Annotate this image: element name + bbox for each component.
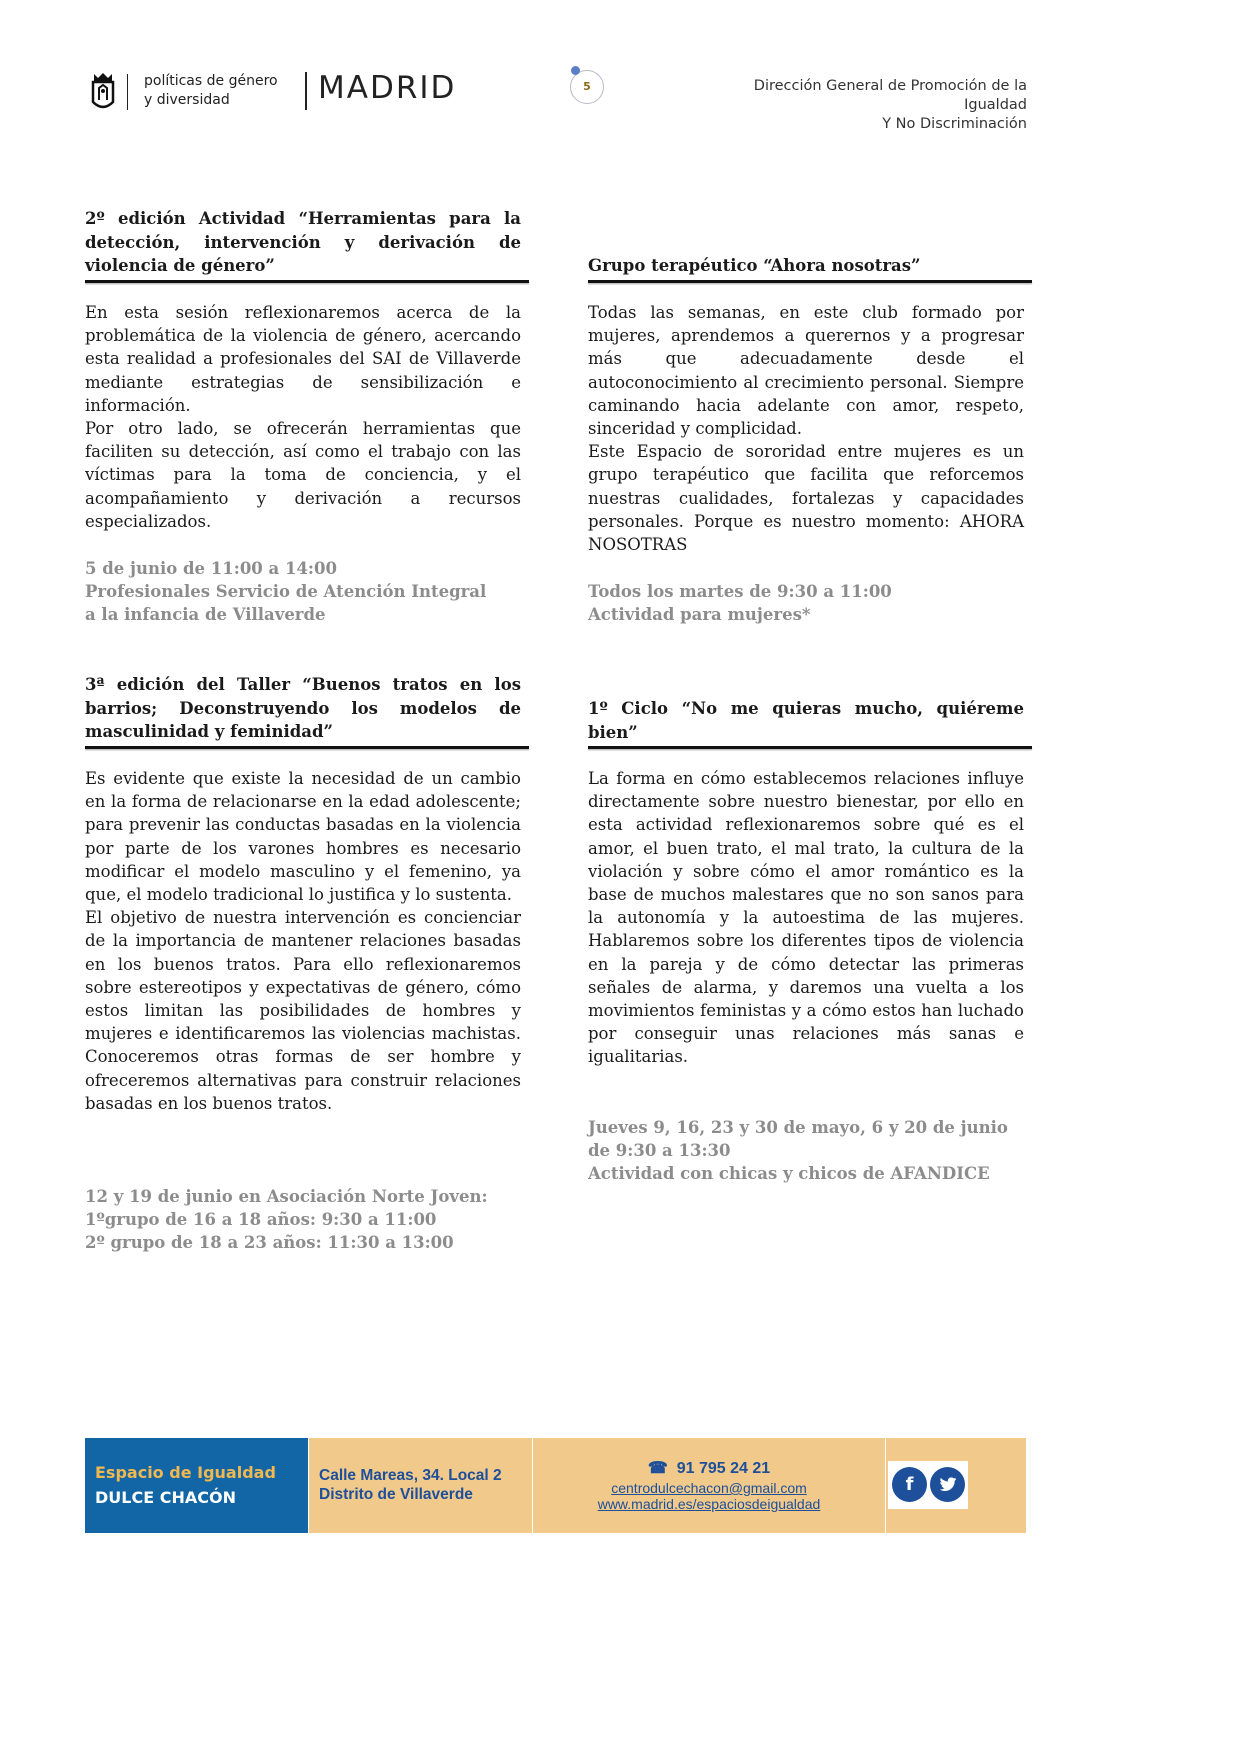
madrid-crest-icon [90, 72, 116, 112]
phone-icon: ☎ [647, 1460, 668, 1477]
schedule-line: Profesionales Servicio de Atención Integral [85, 582, 487, 602]
body-paragraph: El objetivo de nuestra intervención es concienciar de la importancia de mantener relaciones basadas en los buenos tratos. Para ello reflexionaremos sobre estereotipos y expectativas de género, cómo estos limitan las posibilidades de hombres y mujeres e identificaremos las violencias machistas. Conoceremos otras formas de ser hombre y ofreceremos alternativas para construir relaciones basadas en los buenos tratos. [85, 908, 521, 1113]
body-paragraph: Todas las semanas, en este club formado por mujeres, aprendemos a querernos y a progresar más que adecuadamente desde el autoconocimiento al crecimiento personal. Siempre caminando hacia adelante con amor, respeto, sinceridad y complicidad. [588, 303, 1024, 439]
center-name-line-2: DULCE CHACÓN [95, 1488, 236, 1507]
schedule-line: 2º grupo de 18 a 23 años: 11:30 a 13:00 [85, 1233, 454, 1253]
directorate-line-3: Y No Discriminación [882, 116, 1027, 132]
social-block [886, 1438, 1026, 1533]
section-title: 2º edición Actividad “Herramientas para la detección, intervención y derivación de violencia de género” [85, 209, 521, 275]
schedule-line: Jueves 9, 16, 23 y 30 de mayo, 6 y 20 de junio [588, 1118, 1008, 1137]
page-header [0, 0, 1104, 140]
address-block [309, 1438, 532, 1533]
schedule-line: 5 de junio de 11:00 a 14:00 [85, 559, 337, 578]
city-wordmark: MADRID [318, 70, 457, 106]
website-link[interactable]: www.madrid.es/espaciosdeigualdad [597, 1496, 821, 1512]
directorate-name [667, 77, 1027, 134]
section-title: Grupo terapéutico “Ahora nosotras” [588, 256, 921, 275]
section-schedule [85, 1185, 525, 1255]
section-body [588, 767, 1024, 1069]
body-paragraph: La forma en cómo establecemos relaciones influye directamente sobre nuestro bienestar, por ello en esta actividad reflexionaremos sobre qué es el amor, el buen trato, el mal trato, la cultura de la violación y sobre cómo el amor romántico es la base de muchos malestares que no son sanos para la autonomía y la autoestima de las mujeres. Hablaremos sobre los diferentes tipos de violencia en la pareja y de cómo detectar las primeras señales de alarma, y daremos una vuelta a los movimientos feministas y a cómo estos han luchado por conseguir unas relaciones más sanas e igualitarias. [588, 769, 1024, 1067]
department-logo-text [144, 72, 278, 110]
schedule-line: 1ºgrupo de 16 a 18 años: 9:30 a 11:00 [85, 1210, 437, 1230]
logo-divider [305, 72, 307, 110]
logo-divider [127, 74, 128, 110]
section-rule [588, 746, 1032, 749]
schedule-line: Actividad para mujeres* [588, 605, 811, 625]
schedule-line: 12 y 19 de junio en Asociación Norte Joven: [85, 1187, 488, 1206]
body-paragraph: Este Espacio de sororidad entre mujeres es un grupo terapéutico que facilita que reforcemos nuestras cualidades, fortalezas y capacidades personales. Porque es nuestro momento: AHORA NOSOTRAS [588, 442, 1024, 555]
body-paragraph: En esta sesión reflexionaremos acerca de la problemática de la violencia de género, acercando esta realidad a profesionales del SAI de Villaverde mediante estrategias de sensibilización e información. [85, 303, 521, 415]
schedule-line: Actividad con chicas y chicos de AFANDICE [588, 1164, 990, 1184]
section-schedule [85, 557, 525, 627]
schedule-line: de 9:30 a 13:30 [588, 1141, 731, 1161]
body-paragraph: Es evidente que existe la necesidad de un cambio en la forma de relacionarse en la edad adolescente; para prevenir las conductas basadas en la violencia por parte de los varones hombres es necesario modificar el modelo masculino y el femenino, ya que, el modelo tradicional lo justifica y lo sustenta. [85, 769, 521, 905]
directorate-line-1: Dirección General de Promoción de la [753, 78, 1027, 94]
section-rule [588, 280, 1032, 283]
section-title: 1º Ciclo “No me quieras mucho, quiéreme bien” [588, 699, 1024, 742]
twitter-icon[interactable] [930, 1467, 965, 1502]
section-rule [85, 280, 529, 283]
section-rule [85, 746, 529, 749]
address-line-1: Calle Mareas, 34. Local 2 [319, 1467, 502, 1484]
phone-row[interactable] [533, 1458, 885, 1478]
schedule-line: Todos los martes de 9:30 a 11:00 [588, 582, 892, 601]
directorate-line-2: Igualdad [964, 97, 1027, 113]
section-schedule [588, 1116, 1028, 1186]
center-name-line-1: Espacio de Igualdad [95, 1463, 276, 1482]
schedule-line: a la infancia de Villaverde [85, 605, 326, 625]
address-line-2: Distrito de Villaverde [319, 1486, 473, 1503]
email-link[interactable]: centrodulcechacon@gmail.com [611, 1480, 807, 1496]
center-name-block [85, 1438, 308, 1533]
contact-block [533, 1438, 885, 1533]
section-title: 3ª edición del Taller “Buenos tratos en los barrios; Deconstruyendo los modelos de masculinidad y feminidad” [85, 675, 521, 741]
section-schedule [588, 580, 1028, 626]
section-body [85, 767, 521, 1115]
logo-line-1: políticas de género [144, 73, 278, 89]
body-paragraph: Por otro lado, se ofrecerán herramientas que faciliten su detección, así como el trabajo con las víctimas para la toma de conciencia, y el acompañamiento y derivación a recursos especializados. [85, 419, 521, 531]
social-icons [888, 1461, 968, 1509]
page-number: 5 [570, 70, 604, 104]
page-footer [85, 1438, 1026, 1533]
phone-number: 91 795 24 21 [676, 1460, 771, 1477]
logo-line-2: y diversidad [144, 92, 230, 108]
page-number-dot [571, 66, 580, 75]
section-body [588, 301, 1024, 556]
facebook-icon[interactable]: f [892, 1467, 927, 1502]
section-body [85, 301, 521, 533]
